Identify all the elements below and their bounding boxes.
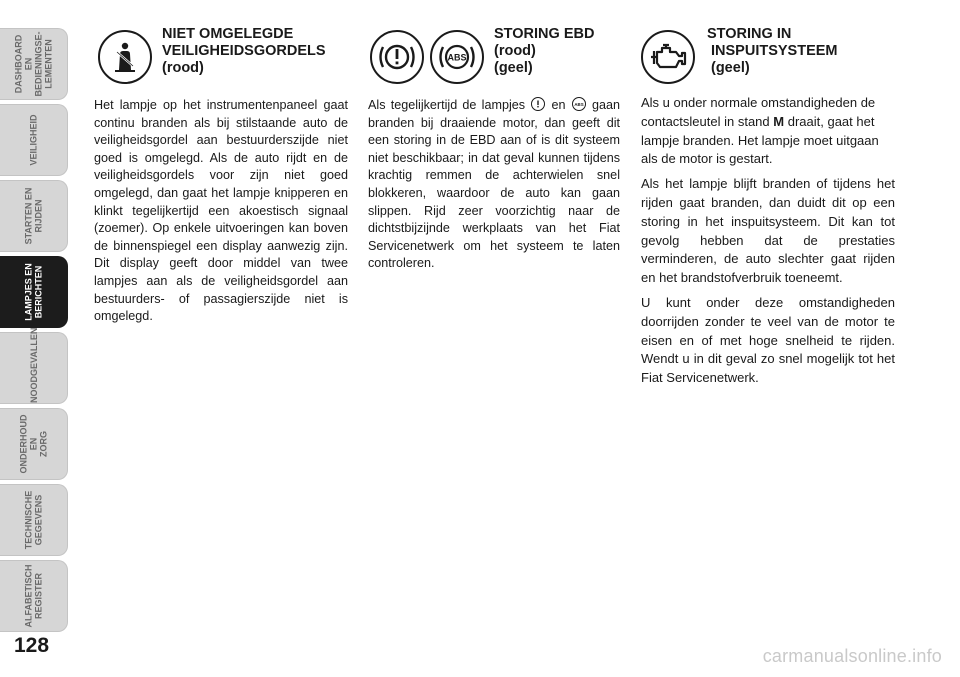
abs-label: ABS	[447, 52, 467, 63]
tab-alfabetisch-register[interactable]	[0, 560, 68, 632]
section-body: Als het lampje blijft branden of tijdens het rijden gaat branden, dan duidt dit op een storing in het inspuitsysteem. Dit kan tot gevolg hebben dat de prestaties verminderen, de auto slechter gaat rijden en het brandstofverbruik toeneemt.	[641, 176, 895, 286]
body-text-start: Als u onder normale omstandigheden de contactsleutel in stand	[641, 95, 876, 129]
section-injection	[641, 26, 895, 388]
section-body: Het lampje op het instrumentenpaneel gaat continu branden als bij stilstaande auto de veiligheidsgordel aan bestuurderszijde niet goed is omgelegd. Als de auto rijdt en de veiligheidsgordels voor zijn niet goed omgelegd, dan gaat het lampje knipperen en klinkt tegelijkertijd een akoestisch signaal (zoemer). Op enkele uitvoeringen kan boven de binnenspiegel een display aanwezig zijn. Dit display geeft door middel van twee lampjes aan als de veiligheidsgordel aan bestuurders- of passagierszijde niet is omgelegd.	[94, 98, 348, 324]
abs-icon	[572, 97, 586, 111]
section-seatbelt	[94, 26, 348, 326]
tab-lampjes-en-berichten[interactable]	[0, 256, 68, 328]
body-text-en: en	[551, 98, 566, 112]
tab-label: DASHBOARD EN BEDIENINGSE- LEMENTEN	[13, 31, 54, 97]
section-header	[94, 26, 348, 88]
tab-label: TECHNISCHE GEGEVENS	[23, 490, 44, 550]
body-text-rest: gaan branden bij draaiende motor, dan geeft dit een storing in de EBD aan of is dit systeem niet beschikbaar; in dat geval kunnen tijdens krachtig remmen de achterwielen snel blokkeren, waardoor de auto kan gaan slippen. Rijd zeer voorzichtig naar de dichtstbijzijnde werkplaats van het Fiat Servicenetwerk om het systeem te laten controleren.	[368, 98, 621, 271]
title-line: NIET OMGELEGDE	[162, 26, 294, 42]
tab-technische-gegevens[interactable]	[0, 484, 68, 556]
key-position-label: M	[773, 113, 785, 129]
tab-veiligheid[interactable]	[0, 104, 68, 176]
tab-label: STARTEN EN RIJDEN	[23, 187, 44, 245]
section-title	[162, 26, 326, 77]
section-title	[494, 26, 594, 77]
section-header	[641, 26, 895, 88]
title-line: VEILIGHEIDSGORDELS	[162, 43, 326, 59]
tab-label: ONDERHOUD EN ZORG	[18, 414, 49, 474]
body-text-rest: draait, gaat het lampje branden. Het lampje moet uitgaan als de motor is gestart.	[641, 113, 879, 167]
title-line: (geel)	[711, 60, 750, 76]
title-line: INSPUITSYSTEEM	[711, 43, 838, 59]
body-text-start: Als tegelijkertijd de lampjes	[368, 98, 526, 112]
brake-warning-icon	[531, 97, 545, 111]
tab-noodgevallen[interactable]	[0, 327, 68, 404]
section-body	[368, 97, 620, 273]
watermark: carmanualsonline.info	[762, 646, 942, 666]
abs-label: ABS	[574, 102, 584, 107]
brake-warning-icon	[370, 30, 424, 84]
section-body	[641, 94, 895, 169]
title-line: STORING IN	[707, 26, 792, 42]
tab-dashboard[interactable]	[0, 28, 68, 100]
tab-onderhoud-en-zorg[interactable]	[0, 408, 68, 480]
title-line: (geel)	[494, 60, 533, 76]
section-body: U kunt onder deze omstandigheden doorrijden zonder te veel van de motor te eisen en of met hoge snelheid te rijden. Wendt u in dit geval zo snel mogelijk tot het Fiat Servicenetwerk.	[641, 294, 895, 386]
section-title	[707, 26, 838, 77]
title-line: (rood)	[494, 43, 536, 59]
seatbelt-warning-icon	[98, 30, 152, 84]
title-line: (rood)	[162, 60, 204, 76]
section-header	[368, 26, 620, 88]
tab-label: VEILIGHEID	[28, 114, 39, 166]
page-number: 128	[14, 634, 50, 657]
tab-label: ALFABETISCH REGISTER	[23, 564, 44, 628]
tab-starten-en-rijden[interactable]	[0, 180, 68, 252]
section-ebd	[368, 26, 620, 273]
engine-check-icon	[641, 30, 695, 84]
tab-label: LAMPJES EN BERICHTEN	[23, 263, 44, 321]
title-line: STORING EBD	[494, 26, 595, 42]
tab-label: NOODGEVALLEN	[28, 327, 39, 403]
abs-icon	[430, 30, 484, 84]
